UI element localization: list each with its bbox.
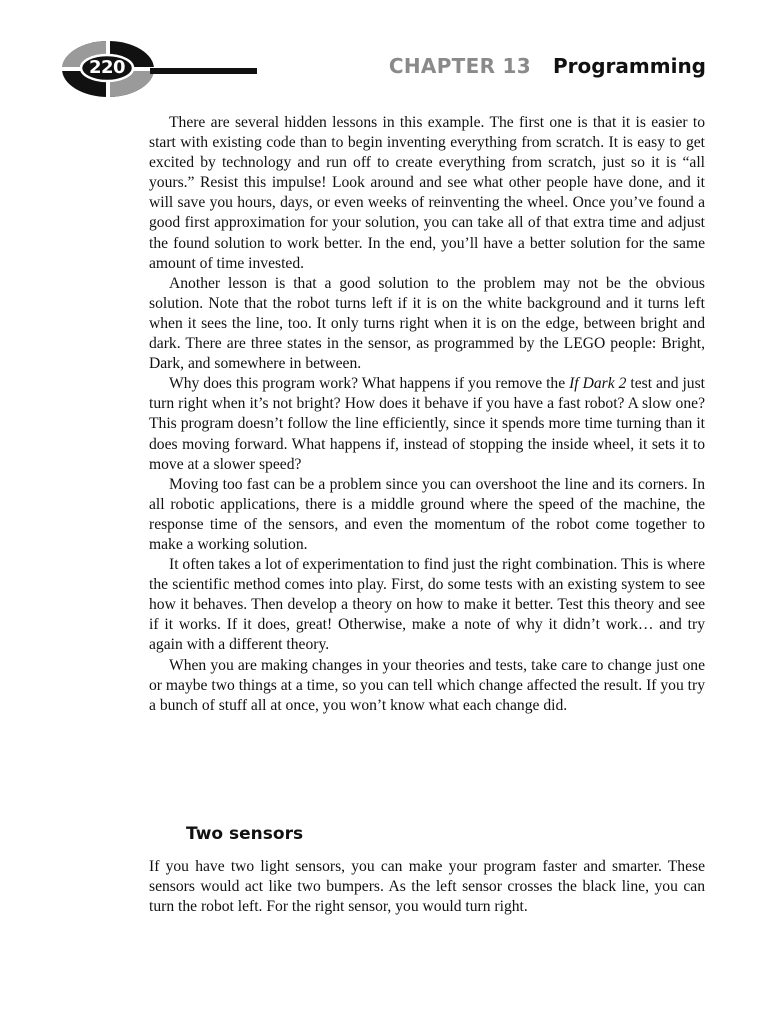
paragraph-rest: test and just turn right when it’s not bright? How does it behave if you have a fast robot? A slow one? This program doesn’t follow the line efficiently, since it spends more time turning than it does moving forward. What happens if, instead of stopping the inside wheel, it sets it to move at a slower speed? (149, 375, 705, 473)
header-rule (150, 68, 257, 74)
section-heading: Two sensors (186, 824, 304, 844)
paragraph-lead: Why does this program work? What happens if you remove the (169, 375, 570, 393)
chapter-title: Programming (552, 54, 706, 78)
paragraph: There are several hidden lessons in this example. The first one is that it is easier to start with existing code than to begin inventing everything from scratch. It is easy to get excited by technology and run off to create everything from scratch, just so it is “all yours.” Resist this impulse! Look around and see what other people have done, and it will save you hours, days, or even weeks of reinventing the wheel. Once you’ve found a good first approximation for your solution, you can take all of that extra time and adjust the found solution to work better. In the end, you’ll have a better solution for the same amount of time invested. (149, 114, 705, 272)
body-text (149, 113, 705, 716)
paragraph: Another lesson is that a good solution to the problem may not be the obvious solution. Note that the robot turns left if it is on the white background and it turns left when it sees the line, too. It only turns right when it is on the edge, between bright and dark. There are three states in the sensor, as programmed by the LEGO people: Bright, Dark, and somewhere in between. (149, 274, 705, 373)
paragraph: When you are making changes in your theories and tests, take care to change just one or maybe two things at a time, so you can tell which change affected the result. If you try a bunch of stuff all at once, you won’t know what each change did. (149, 656, 705, 714)
page-number: 220 (88, 57, 126, 78)
section-paragraph: If you have two light sensors, you can make your program faster and smarter. These sensors would act like two bumpers. As the left sensor crosses the black line, you can turn the robot left. For the right sensor, you would turn right. (149, 858, 705, 916)
running-head (389, 52, 706, 80)
paragraph: Moving too fast can be a problem since you can overshoot the line and its corners. In all robotic applications, there is a middle ground where the speed of the machine, the response time of the sensors, and even the momentum of the robot come together to make a working solution. (149, 475, 705, 553)
program-name: If Dark 2 (569, 375, 627, 393)
paragraph: It often takes a lot of experimentation to find just the right combination. This is where the scientific method comes into play. First, do some tests with an existing system to see how it behaves. Then develop a theory on how to make it better. Test this theory and see if it works. If it does, great! Otherwise, make a note of why it didn’t work… and try again with a different theory. (149, 556, 705, 654)
paragraph (149, 374, 705, 474)
chapter-label: CHAPTER 13 (388, 54, 531, 78)
page-header (0, 0, 762, 110)
